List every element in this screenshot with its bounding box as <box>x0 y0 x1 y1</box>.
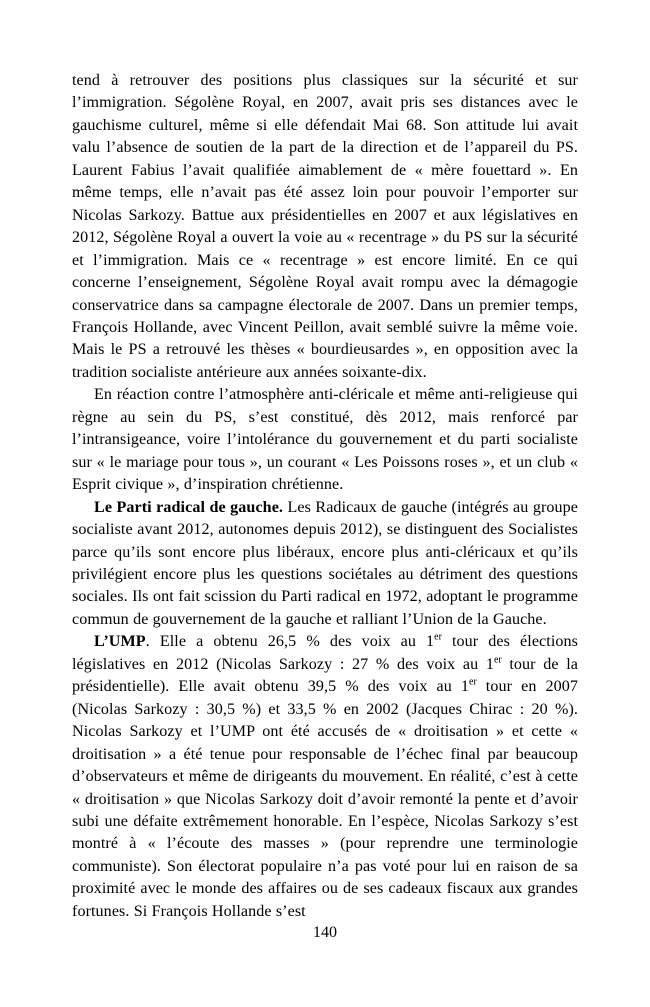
paragraph-text-segment: tour des élections législatives en 2012 (Nicolas Sarkozy : 27 % des voix au 1 <box>72 633 578 673</box>
paragraph-parti-radical-de-gauche <box>72 497 578 632</box>
ordinal-suffix: er <box>494 654 502 666</box>
paragraph-lead-in: Le Parti radical de gauche. <box>94 498 284 516</box>
paragraph-text-segment: . Elle a obtenu 26,5 % des voix au 1 <box>145 633 435 651</box>
paragraph-ump <box>72 631 578 923</box>
paragraph-body: tend à retrouver des positions plus classiques sur la sécurité et sur l’immigration. Ségolène Royal, en 2007, avait pris ses distances avec le gauchisme culturel, même si elle défendait Mai 68. Son attitude lui avait valu l’absence de soutien de la part de la direction et de l’appareil du PS. Laurent Fabius l’avait qualifiée aimablement de « mère fouettard ». En même temps, elle n’avait pas été assez loin pour pouvoir l’emporter sur Nicolas Sarkozy. Battue aux présidentielles en 2007 et aux législatives en 2012, Ségolène Royal a ouvert la voie au « recentrage » du PS sur la sécurité et l’immigration. Mais ce « recentrage » est encore limité. En ce qui concerne l’enseignement, Ségolène Royal avait rompu avec la démagogie conservatrice dans sa campagne électorale de 2007. Dans un premier temps, François Hollande, avec Vincent Peillon, avait semblé suivre la même voie. Mais le PS a retrouvé les thèses « bourdieusardes », en opposition avec la tradition socialiste antérieure aux années soixante-dix. <box>72 72 578 381</box>
paragraph-text: Les Radicaux de gauche (intégrés au groupe socialiste avant 2012, autonomes depuis 2012), se distinguent des Socialistes parce qu’ils sont encore plus libéraux, encore plus anti-cléricaux et qu’ils privilégient encore plus les questions sociétales au détriment des questions sociales. Ils ont fait scission du Parti radical en 1972, adoptant le programme commun de gouvernement de la gauche et ralliant l’Union de la Gauche. <box>72 498 578 628</box>
paragraph-text-segment: tour de la présidentielle). Elle avait obtenu 39,5 % des voix au 1 <box>72 655 579 696</box>
page-number: 140 <box>312 924 338 941</box>
paragraph-lead-in: L’UMP <box>94 633 146 651</box>
ordinal-suffix: er <box>469 676 477 688</box>
text-column <box>72 70 578 923</box>
paragraph-body: En réaction contre l’atmosphère anti-cléricale et même anti-religieuse qui règne au sein du PS, s’est constitué, dès 2012, mais renforcé par l’intransigeance, voire l’intolérance du gouvernement et du parti socialiste sur « le mariage pour tous », un courant « Les Poissons roses », et un club « Esprit civique », d’inspiration chrétienne. <box>72 386 578 494</box>
ordinal-suffix: er <box>434 631 442 643</box>
paragraph-text-segment: tour en 2007 (Nicolas Sarkozy : 30,5 %) et 33,5 % en 2002 (Jacques Chirac : 20 %). Nicolas Sarkozy et l’UMP ont été accusés de « droitisation » et cette « droitisation » a été tenue pour responsable de l’échec final par beaucoup d’observateurs et même de dirigeants du mouvement. En réalité, c’est à cette « droitisation » que Nicolas Sarkozy doit d’avoir remonté la pente et d’avoir subi une défaite extrêmement honorable. En l’espèce, Nicolas Sarkozy s’est montré à « l’écoute des masses » (pour reprendre une terminologie communiste). Son électorat populaire n’a pas voté pour lui en raison de sa proximité avec le monde des affaires ou de ses cadeaux fiscaux aux grandes fortunes. Si François Hollande s’est <box>72 678 578 920</box>
